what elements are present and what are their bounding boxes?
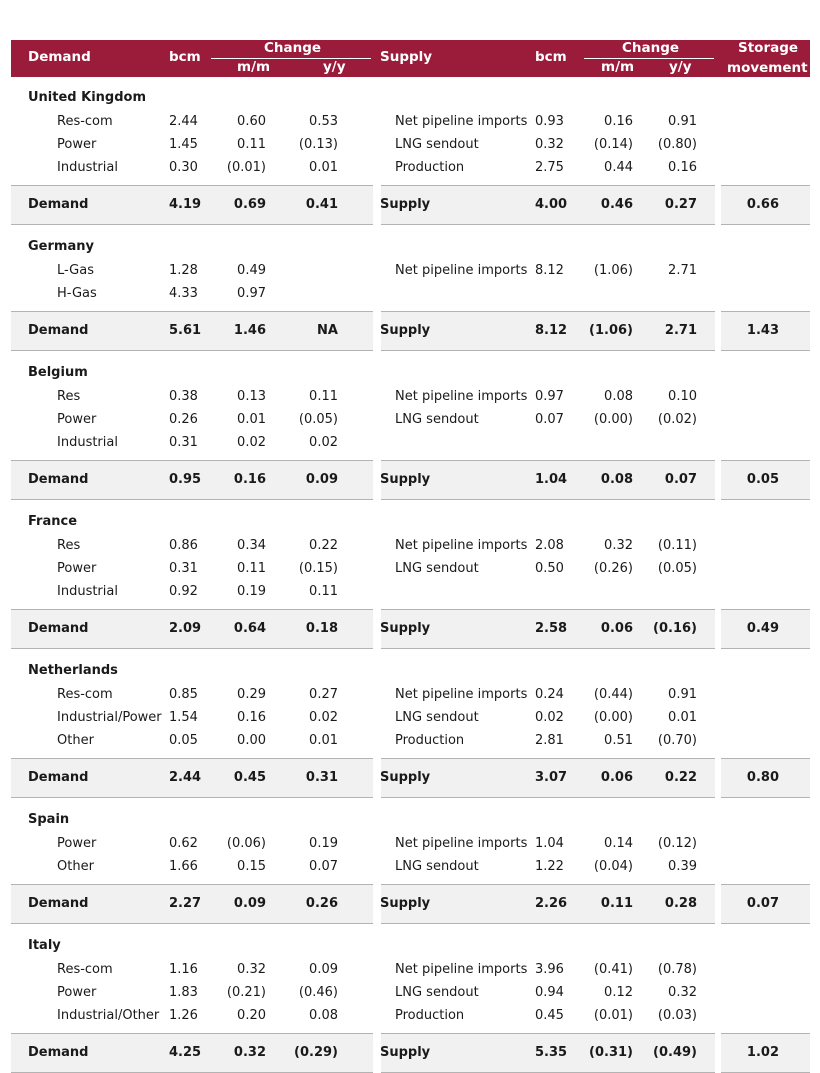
supply-source-label: Production	[395, 160, 465, 175]
total-demand-yy: 0.31	[305, 770, 338, 785]
total-supply-bcm: 5.35	[535, 1045, 568, 1060]
country-heading-row	[11, 235, 810, 259]
demand-sector-label: Res-com	[57, 114, 113, 129]
gas-balance-table	[11, 40, 810, 1073]
column-gap	[715, 609, 721, 649]
demand-bcm-cell: 0.30	[169, 160, 198, 175]
total-supply-mm: (1.06)	[589, 323, 633, 338]
total-supply-bcm: 1.04	[535, 472, 568, 487]
table-row	[11, 534, 810, 557]
demand-bcm-cell: 1.16	[169, 962, 198, 977]
country-name: France	[28, 514, 78, 529]
demand-bcm-cell: 1.83	[169, 985, 198, 1000]
supply-yy-cell: (0.12)	[657, 836, 697, 851]
supply-bcm-cell: 1.04	[535, 836, 564, 851]
total-supply-mm: 0.08	[600, 472, 633, 487]
total-supply-label: Supply	[380, 621, 431, 636]
table-row	[11, 981, 810, 1004]
demand-sector-label: Power	[57, 985, 97, 1000]
country-name: Belgium	[28, 365, 88, 380]
demand-bcm-cell: 1.66	[169, 859, 198, 874]
supply-mm-cell: 0.14	[604, 836, 633, 851]
supply-source-label: Production	[395, 733, 465, 748]
supply-mm-cell: 0.44	[604, 160, 633, 175]
table-row	[11, 282, 810, 305]
demand-sector-label: Industrial	[57, 435, 118, 450]
table-row	[11, 706, 810, 729]
country-name: Italy	[28, 938, 61, 953]
demand-mm-cell: 0.29	[237, 687, 266, 702]
supply-yy-cell: 0.91	[668, 687, 697, 702]
table-row	[11, 729, 810, 752]
total-demand-label: Demand	[28, 621, 89, 636]
table-row	[11, 156, 810, 179]
column-gap	[715, 185, 721, 225]
total-supply-label: Supply	[380, 896, 431, 911]
supply-yy-cell: (0.70)	[657, 733, 697, 748]
table-row	[11, 133, 810, 156]
table-body	[11, 86, 810, 1073]
total-demand-label: Demand	[28, 472, 89, 487]
demand-mm-cell: 0.11	[237, 561, 266, 576]
demand-sector-label: Industrial	[57, 160, 118, 175]
column-gap	[715, 311, 721, 351]
supply-bcm-cell: 2.75	[535, 160, 564, 175]
total-supply-label: Supply	[380, 323, 431, 338]
total-supply-yy: (0.49)	[653, 1045, 697, 1060]
total-demand-bcm: 2.27	[169, 896, 202, 911]
demand-sector-label: Power	[57, 561, 97, 576]
table-row	[11, 683, 810, 706]
total-demand-mm: 0.69	[233, 197, 266, 212]
supply-yy-cell: 2.71	[668, 263, 697, 278]
header-supply-bcm: bcm	[535, 49, 567, 65]
demand-mm-cell: 0.01	[237, 412, 266, 427]
header-change: Change	[264, 40, 322, 56]
demand-yy-cell: 0.11	[309, 389, 338, 404]
demand-mm-cell: 0.49	[237, 263, 266, 278]
supply-mm-cell: (0.00)	[593, 710, 633, 725]
supply-yy-cell: 0.01	[668, 710, 697, 725]
demand-sector-label: Power	[57, 412, 97, 427]
demand-sector-label: Other	[57, 733, 94, 748]
supply-mm-cell: (0.14)	[593, 137, 633, 152]
country-heading-row	[11, 510, 810, 534]
table-header	[11, 40, 810, 77]
demand-bcm-cell: 0.92	[169, 584, 198, 599]
supply-yy-cell: 0.91	[668, 114, 697, 129]
demand-mm-cell: 0.02	[237, 435, 266, 450]
supply-yy-cell: 0.39	[668, 859, 697, 874]
total-supply-yy: 0.27	[664, 197, 697, 212]
total-row	[11, 185, 810, 225]
header-movement: movement	[727, 60, 808, 76]
demand-mm-cell: 0.60	[237, 114, 266, 129]
total-row	[11, 884, 810, 924]
supply-mm-cell: 0.08	[604, 389, 633, 404]
header-storage: Storage	[738, 40, 799, 56]
demand-bcm-cell: 2.44	[169, 114, 198, 129]
total-supply-bcm: 4.00	[535, 197, 568, 212]
demand-bcm-cell: 0.31	[169, 561, 198, 576]
table-row	[11, 832, 810, 855]
demand-sector-label: L-Gas	[57, 263, 94, 278]
total-supply-label: Supply	[380, 197, 431, 212]
supply-mm-cell: (0.26)	[593, 561, 633, 576]
country-heading-row	[11, 86, 810, 110]
supply-source-label: Net pipeline imports	[395, 687, 528, 702]
total-demand-label: Demand	[28, 1045, 89, 1060]
demand-sector-label: Industrial/Power	[57, 710, 162, 725]
demand-yy-cell: (0.13)	[298, 137, 338, 152]
supply-bcm-cell: 2.81	[535, 733, 564, 748]
total-supply-mm: 0.11	[600, 896, 633, 911]
demand-yy-cell: (0.46)	[298, 985, 338, 1000]
table-row	[11, 557, 810, 580]
demand-bcm-cell: 0.86	[169, 538, 198, 553]
total-supply-mm: 0.46	[600, 197, 633, 212]
header-supply-yy: y/y	[669, 59, 692, 75]
total-row	[11, 609, 810, 649]
supply-yy-cell: (0.02)	[657, 412, 697, 427]
demand-mm-cell: 0.20	[237, 1008, 266, 1023]
demand-mm-cell: 0.32	[237, 962, 266, 977]
supply-bcm-cell: 0.45	[535, 1008, 564, 1023]
header-demand: Demand	[28, 49, 91, 65]
supply-source-label: Net pipeline imports	[395, 538, 528, 553]
demand-bcm-cell: 4.33	[169, 286, 198, 301]
total-demand-yy: NA	[317, 323, 338, 338]
total-demand-label: Demand	[28, 896, 89, 911]
total-supply-bcm: 3.07	[535, 770, 568, 785]
total-demand-bcm: 4.19	[169, 197, 202, 212]
supply-mm-cell: (0.44)	[593, 687, 633, 702]
total-supply-bcm: 2.58	[535, 621, 568, 636]
table-row	[11, 110, 810, 133]
demand-sector-label: H-Gas	[57, 286, 97, 301]
demand-sector-label: Res-com	[57, 962, 113, 977]
demand-mm-cell: 0.00	[237, 733, 266, 748]
supply-yy-cell: (0.05)	[657, 561, 697, 576]
supply-mm-cell: (0.41)	[593, 962, 633, 977]
column-gap	[715, 1033, 721, 1073]
total-demand-mm: 0.64	[233, 621, 266, 636]
demand-yy-cell: 0.08	[309, 1008, 338, 1023]
supply-source-label: LNG sendout	[395, 137, 479, 152]
supply-mm-cell: 0.12	[604, 985, 633, 1000]
demand-mm-cell: 0.34	[237, 538, 266, 553]
header-yy: y/y	[323, 59, 346, 75]
supply-source-label: LNG sendout	[395, 412, 479, 427]
demand-sector-label: Other	[57, 859, 94, 874]
storage-movement-cell: 0.07	[746, 896, 779, 911]
storage-movement-cell: 1.43	[746, 323, 779, 338]
supply-yy-cell: 0.32	[668, 985, 697, 1000]
demand-mm-cell: 0.11	[237, 137, 266, 152]
supply-source-label: Net pipeline imports	[395, 114, 528, 129]
demand-bcm-cell: 0.26	[169, 412, 198, 427]
supply-source-label: Net pipeline imports	[395, 389, 528, 404]
total-demand-yy: 0.26	[305, 896, 338, 911]
demand-yy-cell: 0.07	[309, 859, 338, 874]
total-supply-mm: (0.31)	[589, 1045, 633, 1060]
supply-yy-cell: 0.16	[668, 160, 697, 175]
country-name: Germany	[28, 239, 94, 254]
demand-sector-label: Industrial/Other	[57, 1008, 160, 1023]
demand-mm-cell: (0.01)	[226, 160, 266, 175]
total-supply-yy: 0.07	[664, 472, 697, 487]
column-gap	[715, 460, 721, 500]
supply-yy-cell: (0.78)	[657, 962, 697, 977]
storage-movement-cell: 0.05	[746, 472, 779, 487]
supply-bcm-cell: 0.50	[535, 561, 564, 576]
total-row	[11, 311, 810, 351]
total-supply-yy: 0.22	[664, 770, 697, 785]
table-row	[11, 855, 810, 878]
supply-source-label: Production	[395, 1008, 465, 1023]
supply-mm-cell: (1.06)	[593, 263, 633, 278]
supply-bcm-cell: 0.02	[535, 710, 564, 725]
total-demand-mm: 0.09	[233, 896, 266, 911]
supply-source-label: LNG sendout	[395, 561, 479, 576]
demand-sector-label: Power	[57, 836, 97, 851]
total-demand-mm: 1.46	[233, 323, 266, 338]
total-demand-bcm: 2.09	[169, 621, 202, 636]
demand-sector-label: Res	[57, 389, 81, 404]
supply-bcm-cell: 0.97	[535, 389, 564, 404]
table-row	[11, 385, 810, 408]
supply-source-label: LNG sendout	[395, 710, 479, 725]
header-supply-mm: m/m	[601, 59, 635, 75]
total-supply-bcm: 8.12	[535, 323, 568, 338]
storage-movement-cell: 0.66	[746, 197, 779, 212]
supply-yy-cell: (0.11)	[657, 538, 697, 553]
demand-mm-cell: 0.13	[237, 389, 266, 404]
table-row	[11, 1004, 810, 1027]
demand-mm-cell: 0.97	[237, 286, 266, 301]
demand-bcm-cell: 0.85	[169, 687, 198, 702]
total-demand-mm: 0.32	[233, 1045, 266, 1060]
demand-yy-cell: (0.05)	[298, 412, 338, 427]
country-heading-row	[11, 934, 810, 958]
demand-yy-cell: 0.53	[309, 114, 338, 129]
total-demand-label: Demand	[28, 770, 89, 785]
total-supply-mm: 0.06	[600, 621, 633, 636]
demand-bcm-cell: 0.62	[169, 836, 198, 851]
demand-yy-cell: 0.22	[309, 538, 338, 553]
supply-source-label: LNG sendout	[395, 985, 479, 1000]
total-supply-label: Supply	[380, 1045, 431, 1060]
total-supply-yy: 2.71	[664, 323, 697, 338]
demand-sector-label: Res-com	[57, 687, 113, 702]
header-supply-change: Change	[622, 40, 680, 56]
demand-bcm-cell: 1.45	[169, 137, 198, 152]
supply-source-label: Net pipeline imports	[395, 836, 528, 851]
demand-yy-cell: 0.01	[309, 733, 338, 748]
country-name: Spain	[28, 812, 70, 827]
storage-movement-cell: 1.02	[746, 1045, 779, 1060]
total-supply-yy: (0.16)	[653, 621, 697, 636]
demand-yy-cell: 0.19	[309, 836, 338, 851]
country-heading-row	[11, 808, 810, 832]
supply-bcm-cell: 1.22	[535, 859, 564, 874]
supply-mm-cell: (0.01)	[593, 1008, 633, 1023]
demand-yy-cell: 0.11	[309, 584, 338, 599]
column-gap	[715, 758, 721, 798]
supply-yy-cell: (0.03)	[657, 1008, 697, 1023]
header-change-rule	[211, 58, 371, 59]
total-demand-yy: 0.09	[305, 472, 338, 487]
demand-yy-cell: 0.27	[309, 687, 338, 702]
total-demand-mm: 0.16	[233, 472, 266, 487]
total-supply-bcm: 2.26	[535, 896, 568, 911]
total-row	[11, 1033, 810, 1073]
demand-yy-cell: 0.09	[309, 962, 338, 977]
supply-bcm-cell: 0.32	[535, 137, 564, 152]
supply-bcm-cell: 3.96	[535, 962, 564, 977]
demand-mm-cell: 0.19	[237, 584, 266, 599]
supply-yy-cell: 0.10	[668, 389, 697, 404]
demand-bcm-cell: 1.26	[169, 1008, 198, 1023]
table-row	[11, 408, 810, 431]
table-row	[11, 958, 810, 981]
table-row	[11, 431, 810, 454]
supply-bcm-cell: 0.94	[535, 985, 564, 1000]
country-name: Netherlands	[28, 663, 118, 678]
demand-bcm-cell: 1.54	[169, 710, 198, 725]
total-demand-label: Demand	[28, 323, 89, 338]
header-mm: m/m	[237, 59, 271, 75]
demand-sector-label: Industrial	[57, 584, 118, 599]
supply-mm-cell: 0.51	[604, 733, 633, 748]
supply-mm-cell: 0.16	[604, 114, 633, 129]
supply-mm-cell: 0.32	[604, 538, 633, 553]
demand-mm-cell: 0.16	[237, 710, 266, 725]
total-row	[11, 460, 810, 500]
total-demand-yy: 0.18	[305, 621, 338, 636]
total-demand-label: Demand	[28, 197, 89, 212]
supply-source-label: LNG sendout	[395, 859, 479, 874]
total-demand-bcm: 0.95	[169, 472, 202, 487]
header-bcm: bcm	[169, 49, 201, 65]
supply-bcm-cell: 0.24	[535, 687, 564, 702]
demand-yy-cell: 0.01	[309, 160, 338, 175]
country-heading-row	[11, 659, 810, 683]
demand-yy-cell: 0.02	[309, 435, 338, 450]
supply-yy-cell: (0.80)	[657, 137, 697, 152]
supply-bcm-cell: 8.12	[535, 263, 564, 278]
supply-source-label: Net pipeline imports	[395, 263, 528, 278]
total-supply-label: Supply	[380, 770, 431, 785]
country-heading-row	[11, 361, 810, 385]
country-name: United Kingdom	[28, 90, 147, 105]
supply-source-label: Net pipeline imports	[395, 962, 528, 977]
header-supply: Supply	[380, 49, 433, 65]
total-supply-mm: 0.06	[600, 770, 633, 785]
supply-mm-cell: (0.04)	[593, 859, 633, 874]
supply-bcm-cell: 0.07	[535, 412, 564, 427]
demand-sector-label: Res	[57, 538, 81, 553]
total-demand-bcm: 5.61	[169, 323, 202, 338]
total-row	[11, 758, 810, 798]
table-row	[11, 259, 810, 282]
column-gap	[715, 884, 721, 924]
demand-bcm-cell: 0.31	[169, 435, 198, 450]
supply-bcm-cell: 0.93	[535, 114, 564, 129]
demand-yy-cell: 0.02	[309, 710, 338, 725]
total-demand-mm: 0.45	[233, 770, 266, 785]
demand-mm-cell: (0.21)	[226, 985, 266, 1000]
demand-bcm-cell: 0.05	[169, 733, 198, 748]
total-supply-yy: 0.28	[664, 896, 697, 911]
storage-movement-cell: 0.49	[746, 621, 779, 636]
demand-yy-cell: (0.15)	[298, 561, 338, 576]
demand-mm-cell: (0.06)	[226, 836, 266, 851]
total-demand-yy: 0.41	[305, 197, 338, 212]
demand-bcm-cell: 0.38	[169, 389, 198, 404]
supply-mm-cell: (0.00)	[593, 412, 633, 427]
total-demand-bcm: 2.44	[169, 770, 202, 785]
supply-bcm-cell: 2.08	[535, 538, 564, 553]
demand-bcm-cell: 1.28	[169, 263, 198, 278]
total-demand-yy: (0.29)	[294, 1045, 338, 1060]
storage-movement-cell: 0.80	[746, 770, 779, 785]
total-supply-label: Supply	[380, 472, 431, 487]
demand-mm-cell: 0.15	[237, 859, 266, 874]
total-demand-bcm: 4.25	[169, 1045, 202, 1060]
table-row	[11, 580, 810, 603]
demand-sector-label: Power	[57, 137, 97, 152]
